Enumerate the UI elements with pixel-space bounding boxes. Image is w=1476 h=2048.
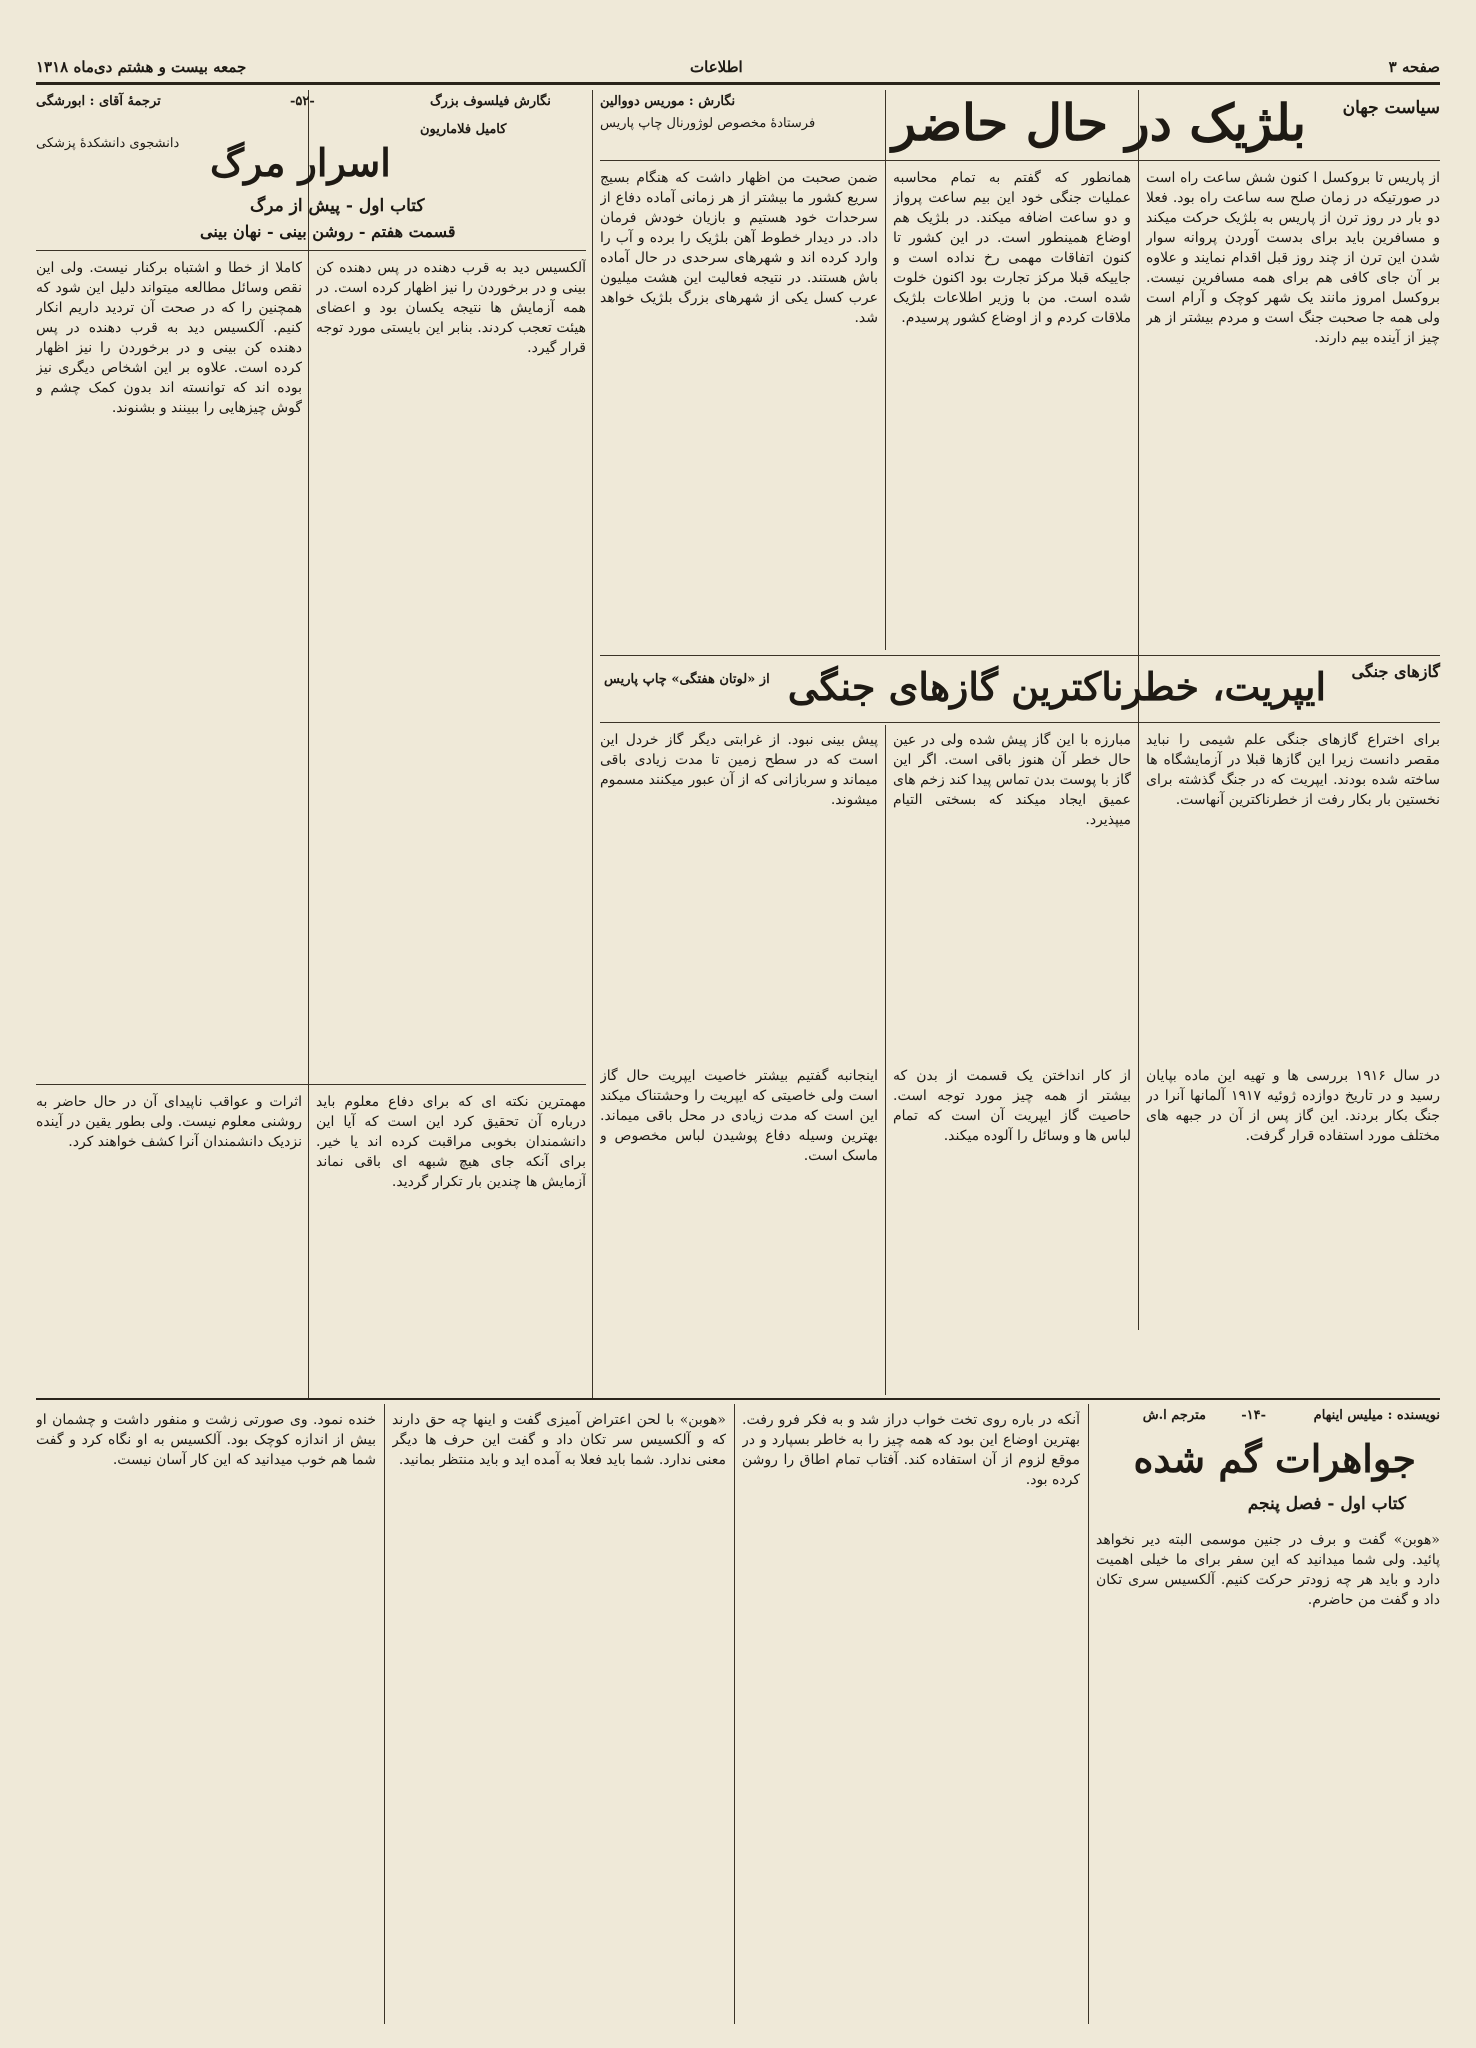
feature-subheading: کتاب اول - پیش از مرگ — [250, 196, 425, 216]
column-divider — [384, 1404, 385, 2024]
article-byline: نگارش : موریس دووالین — [600, 94, 736, 109]
column-divider — [1088, 1404, 1089, 2024]
article-paragraph: کاملا از خطا و اشتباه برکنار نیست. ولی این نقص وسائل مطالعه میتواند دلیل این شود که همچنین را که در صحت آن تردید داریم انکار کنیم. آلکسیس دید به قرب دهنده در پس دهنده کن بینی و در برخوردن را نیز اظهار کرده است. علاوه بر این اشخاص دیگری نیز بوده اند که توانسته اند بدون کمک چشم و گوش چیزهایی را ببینند و بشنوند. — [36, 260, 302, 416]
page-number: صفحه ۳ — [1388, 58, 1440, 76]
headline-rule — [600, 160, 1440, 161]
newspaper-name: اطلاعات — [690, 58, 743, 76]
section-rule — [36, 1084, 586, 1085]
section-label: گازهای جنگی — [1351, 662, 1440, 681]
installment-number: -۱۴- — [1241, 1408, 1266, 1423]
article-paragraph: اثرات و عواقب ناپیدای آن در حال حاضر به روشنی معلوم نیست. ولی بطور یقین در آینده نزدیک دانشمندان آنرا کشف خواهند کرد. — [36, 1094, 302, 1150]
article-paragraph: «هوبن» با لحن اعتراض آمیزی گفت و اینها چه حق دارند که و آلکسیس سر تکان داد و گفت این حرف ها دیگر معنی ندارد. شما باید فعلا به آمده اید و باید منتظر بمانید. — [392, 1412, 726, 1468]
article-paragraph: مهمترین نکته ای که برای دفاع معلوم باید درباره آن تحقیق کرد این است که آیا این دانشمندان بخوبی مراقبت کرده اند یا خیر. برای آنکه جای هیچ شبهه ای باقی نماند آزمایش ها چندین بار تکرار گردید. — [316, 1094, 586, 1190]
article-paragraph: همانطور که گفتم به تمام محاسبه عملیات جنگی خود این بیم ساعت پرواز و دو ساعت اضافه میکند. در بلژیک هم اوضاع همینطور است. در این کشور تا کنون اتفاقات مهمی رخ نداده است و جاییکه قبلا مرکز تجارت بود اکنون خلوت شده است. من با وزیر اطلاعات بلژیک ملاقات کردم و از اوضاع کشور پرسیدم. — [893, 170, 1131, 326]
article-paragraph: خنده نمود. وی صورتی زشت و منفور داشت و چشمان او بیش از اندازه کوچک بود. آلکسیس به او نگاه کرد و گفت شما هم خوب میدانید که این کار آسان نیست. — [36, 1412, 376, 1468]
article-paragraph: «هوبن» گفت و برف در جنین موسمی البته دیر نخواهد پائید. ولی شما میدانید که این سفر برای ما خیلی اهمیت دارد و باید هر چه زودتر حرکت کنیم. آلکسیس سری تکان داد و گفت من حاضرم. — [1096, 1532, 1440, 1608]
column-divider — [1138, 725, 1139, 726]
feature-headline: اسرار مرگ — [210, 140, 391, 185]
article-paragraph: در سال ۱۹۱۶ بررسی ها و تهیه این ماده بپایان رسید و در تاریخ دوازده ژوئیه ۱۹۱۷ آلمانها آنرا در جنگ بکار بردند. این گاز پس از آن در جبهه های مختلف مورد استفاده قرار گرفت. — [1146, 1068, 1440, 1144]
feature-byline: نگارش فیلسوف بزرگ — [430, 94, 551, 109]
translator-credit: ترجمهٔ آقای : ابورشگی — [36, 94, 161, 109]
article-paragraph: مبارزه با این گاز پیش شده ولی در عین حال خطر آن هنوز باقی است. اگر این گاز با پوست بدن تماس پیدا کند زخم های عمیق ایجاد میکند که بسختی التیام میپذیرد. — [893, 732, 1131, 828]
novel-translator: مترجم ا.ش — [1142, 1408, 1206, 1423]
article-paragraph: پیش بینی نبود. از غرابتی دیگر گاز خردل این است که در سطح زمین تا مدت زیادی باقی میماند و سربازانی که از آن عبور میکنند مسموم میشوند. — [600, 732, 878, 808]
section-rule — [36, 1398, 1440, 1400]
feature-author: کامیل فلاماریون — [420, 122, 507, 137]
issue-date: جمعه بیست و هشتم دی‌ماه ۱۳۱۸ — [36, 58, 247, 76]
column-divider — [734, 1404, 735, 2024]
section-label: سیاست جهان — [1342, 98, 1440, 118]
article-source: از «لوتان هفتگی» چاپ پاریس — [604, 672, 770, 687]
novel-headline: جواهرات گم شده — [1133, 1436, 1416, 1481]
article-headline: بلژیک در حال حاضر — [891, 93, 1306, 152]
article-paragraph: برای اختراع گازهای جنگی علم شیمی را نباید مقصر دانست زیرا این گازها قبلا در آزمایشگاه ها ساخته شده بودند. ایپریت که در جنگ گذشته برای نخستین بار بکار رفت از خطرناکترین آنهاست. — [1146, 732, 1440, 808]
article-paragraph: اینجانبه گفتیم بیشتر خاصیت ایپریت حال گاز است ولی خاصیتی که ایپریت را وحشتناک میکند این است که مدت زیادی در محل باقی میماند. بهترین وسیله دفاع پوشیدن لباس مخصوص و ماسک است. — [600, 1068, 878, 1164]
section-rule — [600, 655, 1440, 656]
article-paragraph: ضمن صحبت من اظهار داشت که هنگام بسیج سریع کشور ما بیشتر از هر زمانی آماده دفاع از سرحدات خود هستیم و بازیان خودش فرمان داد. در دیدار خطوط آهن بلژیک را برده و آب را وارد کرده اند و شهرهای سرحدی در حال آماده باش هستند. در نتیجه فعالیت این هشت میلیون عرب کسل یکی از شهرهای بزرگ بلژیک خواهد شد. — [600, 170, 878, 326]
column-divider — [592, 90, 593, 1400]
installment-number: -۵۲- — [290, 94, 315, 109]
article-credit: فرستادهٔ مخصوص لوژورنال چاپ پاریس — [600, 116, 816, 131]
article-paragraph: از پاریس تا بروکسل ا کنون شش ساعت راه است در صورتیکه در زمان صلح سه ساعت راه بود. فعلا دو بار در روز ترن از پاریس به بلژیک حرکت میکند و مسافرین باید برای بدست آوردن پروانه سوار شدن این ترن از چند روز قبل اقدام نمایند و علاوه بر آن جای کافی هم برای همه مسافرین نیست. بروکسل امروز مانند یک شهر کوچک و آرام است ولی همه جا صحبت جنگ است و مردم بیشتر از هر چیز از آینده بیم دارند. — [1146, 170, 1440, 346]
article-paragraph: آلکسیس دید به قرب دهنده در پس دهنده کن بینی و در برخوردن را نیز اظهار کرده است. در همه آزمایش ها نتیجه یکسان بود و اعضای هیئت تعجب کردند. بنابر این بایستی مورد توجه قرار گیرد. — [316, 260, 586, 356]
column-divider — [885, 90, 886, 650]
column-divider — [885, 725, 886, 1395]
article-headline: ایپریت، خطرناکترین گازهای جنگی — [787, 664, 1326, 709]
novel-author: نویسنده : میلیس اینهام — [1313, 1408, 1440, 1423]
article-paragraph: آنکه در باره روی تخت خواب دراز شد و به فکر فرو رفت. بهترین اوضاع این بود که همه چیز را به خاطر بسپارد و در موقع لزوم از آن استفاده کند. آفتاب تمام اطاق را روشن کرده بود. — [742, 1412, 1080, 1488]
headline-rule — [36, 250, 586, 251]
masthead-rule — [36, 82, 1440, 85]
headline-rule — [600, 722, 1440, 723]
translator-affiliation: دانشجوی دانشکدهٔ پزشکی — [36, 136, 180, 151]
novel-subheading: کتاب اول - فصل پنجم — [1247, 1494, 1406, 1514]
article-paragraph: از کار انداختن یک قسمت از بدن که بیشتر از همه چیز مورد توجه است. حاصیت گاز ایپریت آن است که تمام لباس ها و وسائل را آلوده میکند. — [893, 1068, 1131, 1144]
feature-subheading: قسمت هفتم - روشن بینی - نهان بینی — [200, 222, 456, 241]
column-divider — [308, 90, 309, 1400]
